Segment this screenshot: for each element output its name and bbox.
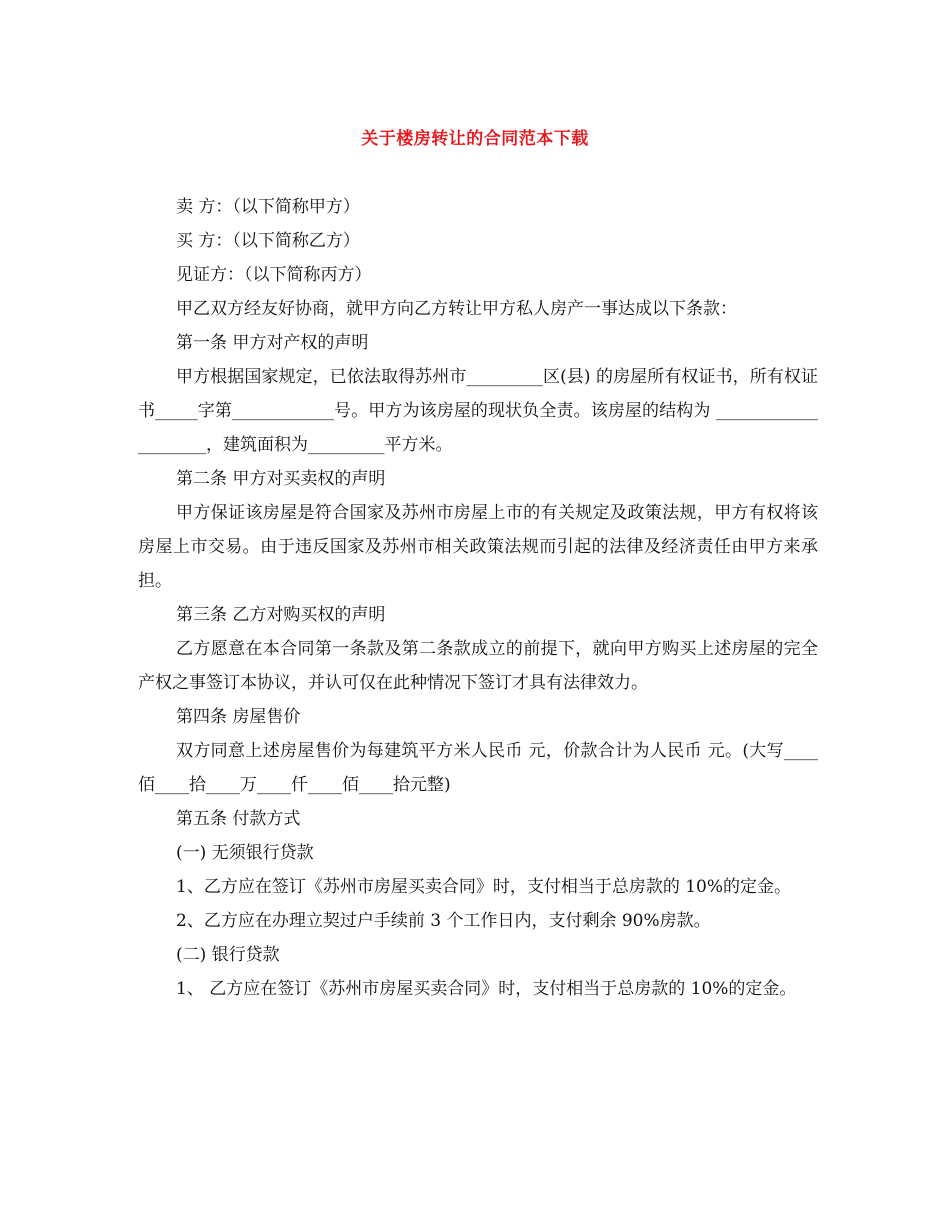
bank-loan-item-1: 1、 乙方应在签订《苏州市房屋买卖合同》时，支付相当于总房款的 10%的定金。 — [176, 979, 797, 999]
article-4-heading: 第四条 房屋售价 — [176, 707, 301, 727]
article-1-body: 甲方根据国家规定，已依法取得苏州市_________区(县) 的房屋所有权证书，所有权证书_____字第____________号。甲方为该房屋的现状负全责。该房屋的结构为 ____________________，建筑面积为_________平方米。 — [138, 367, 818, 455]
no-loan-item-2: 2、乙方应在办理立契过户手续前 3 个工作日内，支付剩余 90%房款。 — [176, 911, 711, 931]
document-body — [138, 190, 818, 1006]
document-title: 关于楼房转让的合同范本下载 — [361, 129, 589, 149]
buyer-line: 买 方：（以下简称乙方） — [176, 231, 360, 251]
no-loan-item-1: 1、乙方应在签订《苏州市房屋买卖合同》时，支付相当于总房款的 10%的定金。 — [176, 877, 792, 897]
seller-line: 卖 方：（以下简称甲方） — [176, 197, 360, 217]
preamble-paragraph: 甲乙双方经友好协商，就甲方向乙方转让甲方私人房产一事达成以下条款： — [176, 299, 737, 319]
article-2-heading: 第二条 甲方对买卖权的声明 — [176, 469, 386, 489]
bank-loan-heading: (二) 银行贷款 — [176, 945, 280, 965]
article-5-heading: 第五条 付款方式 — [176, 809, 301, 829]
article-3-heading: 第三条 乙方对购买权的声明 — [176, 605, 386, 625]
witness-line: 见证方：（以下简称丙方） — [176, 265, 372, 285]
article-4-body: 双方同意上述房屋售价为每建筑平方米人民币 元，价款合计为人民币 元。(大写____佰____拾____万____仟____佰____拾元整) — [138, 741, 818, 795]
article-1-heading: 第一条 甲方对产权的声明 — [176, 333, 369, 353]
article-2-body: 甲方保证该房屋是符合国家及苏州市房屋上市的有关规定及政策法规，甲方有权将该房屋上市交易。由于违反国家及苏州市相关政策法规而引起的法律及经济责任由甲方来承担。 — [138, 503, 818, 591]
article-3-body: 乙方愿意在本合同第一条款及第二条款成立的前提下，就向甲方购买上述房屋的完全产权之事签订本协议，并认可仅在此种情况下签订才具有法律效力。 — [138, 639, 818, 693]
no-loan-heading: (一) 无须银行贷款 — [176, 843, 314, 863]
